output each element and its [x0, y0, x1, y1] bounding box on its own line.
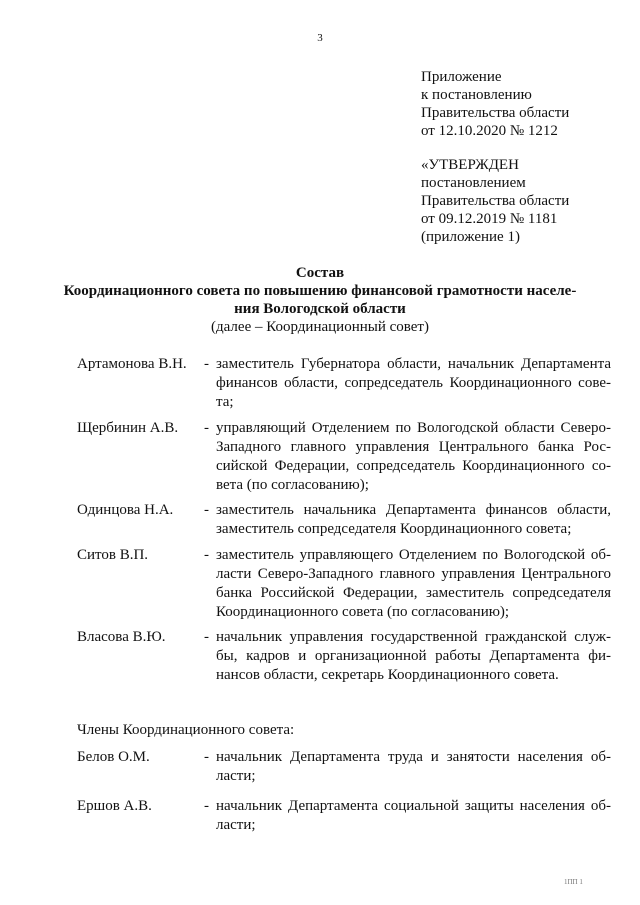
- leader-dash: -: [204, 502, 209, 518]
- leader-name: Щербинин А.В.: [77, 420, 179, 436]
- description-line: начальник управления государственной гражданской служ-: [216, 629, 611, 645]
- leader-name: Власова В.Ю.: [77, 629, 166, 645]
- description-line: заместитель начальника Департамента финансов области,: [216, 502, 611, 518]
- leader-name: Артамонова В.Н.: [77, 356, 187, 372]
- description-line: Западного главного управления Центрального банка Рос-: [216, 439, 611, 455]
- appendix-line: от 12.10.2020 № 1212: [421, 123, 558, 139]
- description-line: ласти Северо-Западного главного управления Центрального: [216, 566, 611, 582]
- leader-description: [216, 419, 611, 495]
- leader-dash: -: [204, 629, 209, 645]
- member-dash: -: [204, 798, 209, 814]
- description-line: вета (по согласованию);: [216, 477, 369, 493]
- leader-description: [216, 546, 611, 622]
- approved-line: от 09.12.2019 № 1181: [421, 211, 558, 227]
- heading-subtitle-line: Координационного совета по повышению финансовой грамотности населе-: [63, 283, 577, 299]
- description-line: нансов области, секретарь Координационного совета.: [216, 667, 559, 683]
- leader-description: [216, 628, 611, 685]
- leader-description: [216, 501, 611, 539]
- leader-description: [216, 355, 611, 412]
- member-name: Ершов А.В.: [77, 798, 152, 814]
- description-line: сийской Федерации, сопредседатель Координационного со-: [216, 458, 611, 474]
- description-line: та;: [216, 394, 234, 410]
- leader-name: Ситов В.П.: [77, 547, 149, 563]
- leader-name: Одинцова Н.А.: [77, 502, 174, 518]
- description-line: банка Российской Федерации, заместитель сопредседателя: [216, 585, 611, 601]
- leader-dash: -: [204, 356, 209, 372]
- heading-title: Состав: [295, 265, 345, 281]
- member-description: [216, 797, 611, 835]
- appendix-line: Приложение: [421, 69, 502, 85]
- description-line: заместитель Губернатора области, начальник Департамента: [216, 356, 611, 372]
- description-line: бы, кадров и организационной работы Департамента фи-: [216, 648, 611, 664]
- members-heading: Члены Координационного совета:: [77, 722, 295, 738]
- description-line: Координационного совета (по согласованию);: [216, 604, 510, 620]
- footer-mark: 1ПП 1: [564, 878, 583, 886]
- member-dash: -: [204, 749, 209, 765]
- description-line: заместитель управляющего Отделением по Вологодской об-: [216, 547, 611, 563]
- member-description: [216, 748, 611, 786]
- approved-line: (приложение 1): [421, 229, 520, 245]
- approved-block: [421, 156, 569, 246]
- description-line: финансов области, сопредседатель Координационного сове-: [216, 375, 611, 391]
- heading-note: (далее – Координационный совет): [211, 319, 429, 335]
- document-heading: [0, 264, 640, 336]
- approved-line: «УТВЕРЖДЕН: [421, 157, 519, 173]
- description-line: управляющий Отделением по Вологодской области Северо-: [216, 420, 611, 436]
- appendix-block: [421, 68, 569, 140]
- leader-dash: -: [204, 420, 209, 436]
- appendix-line: Правительства области: [421, 105, 570, 121]
- approved-line: Правительства области: [421, 193, 570, 209]
- page-number: 3: [317, 32, 323, 44]
- description-line: начальник Департамента социальной защиты населения об-: [216, 798, 611, 814]
- description-line: начальник Департамента труда и занятости населения об-: [216, 749, 611, 765]
- description-line: заместитель сопредседателя Координационного совета;: [216, 521, 572, 537]
- description-line: ласти;: [216, 817, 256, 833]
- approved-line: постановлением: [421, 175, 526, 191]
- heading-subtitle-line: ния Вологодской области: [234, 301, 406, 317]
- leader-dash: -: [204, 547, 209, 563]
- appendix-line: к постановлению: [421, 87, 532, 103]
- description-line: ласти;: [216, 768, 256, 784]
- member-name: Белов О.М.: [77, 749, 150, 765]
